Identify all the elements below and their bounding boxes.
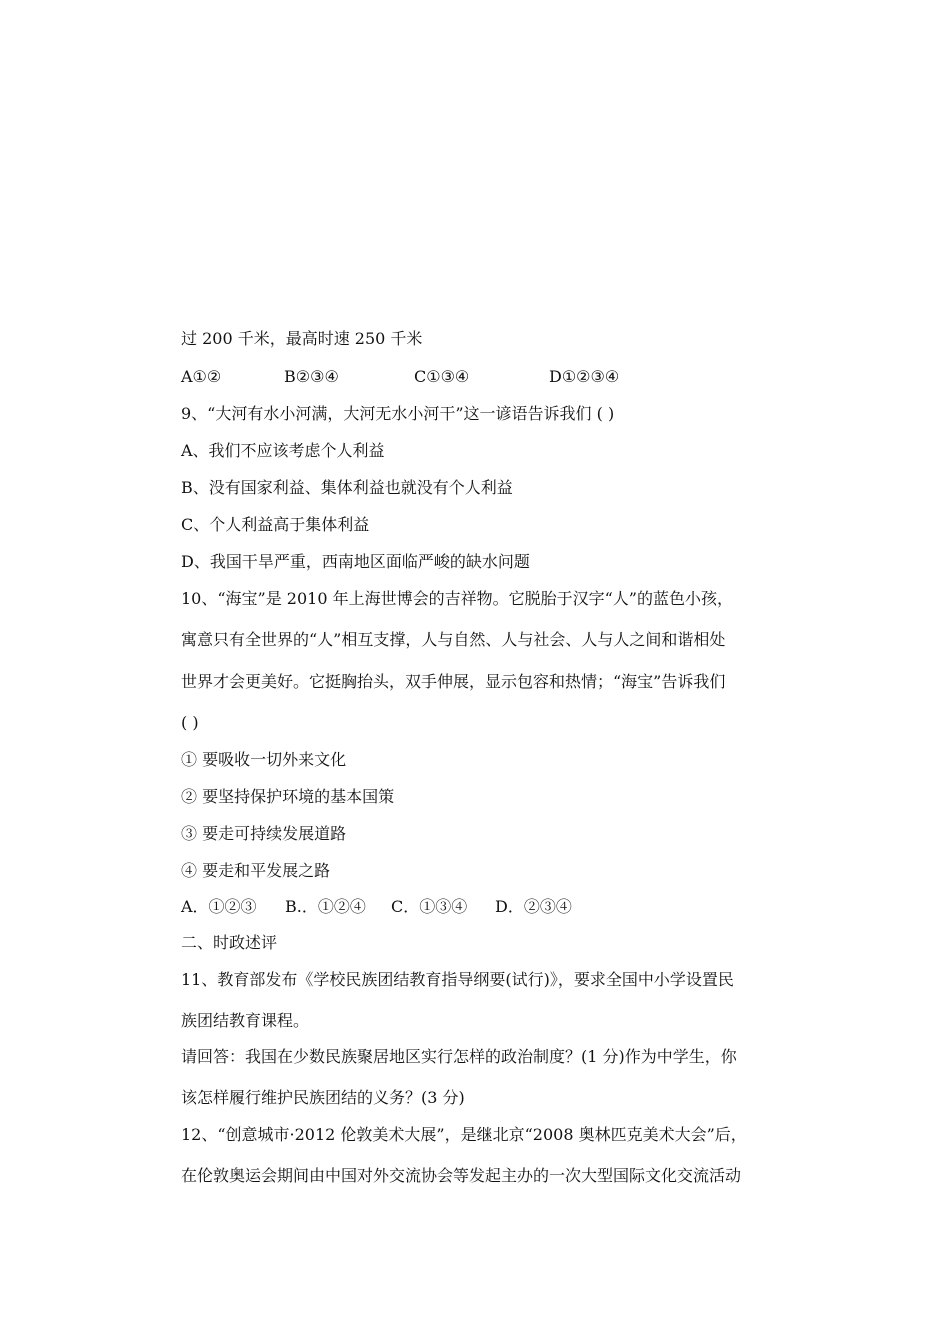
section-heading: 二、时政述评: [181, 933, 278, 952]
q10-options: [181, 896, 572, 918]
option-d: D．②③④: [495, 897, 572, 916]
question-11-line-2: 族团结教育课程。: [181, 1011, 310, 1030]
q9-option-c: C、个人利益高于集体利益: [181, 515, 370, 534]
option-d: D①②③④: [549, 367, 620, 386]
q10-item-1: ① 要吸收一切外来文化: [181, 750, 347, 769]
q10-item-3: ③ 要走可持续发展道路: [181, 824, 347, 843]
q10-item-2: ② 要坚持保护环境的基本国策: [181, 787, 395, 806]
q9-option-b: B、没有国家利益、集体利益也就没有个人利益: [181, 478, 513, 497]
option-a: A①②: [181, 367, 222, 386]
question-10-line-3: 世界才会更美好。它挺胸抬头，双手伸展，显示包容和热情；“海宝”告诉我们: [181, 672, 726, 691]
question-10-blank: ( ): [181, 713, 199, 732]
question-10-line-1: 10、“海宝”是 2010 年上海世博会的吉祥物。它脱胎于汉字“人”的蓝色小孩，: [181, 589, 733, 608]
q9-option-d: D、我国干旱严重，西南地区面临严峻的缺水问题: [181, 552, 530, 571]
question-9: 9、“大河有水小河满，大河无水小河干”这一谚语告诉我们 ( ): [181, 404, 615, 423]
q9-option-a: A、我们不应该考虑个人利益: [181, 441, 385, 460]
q8-options: [181, 366, 619, 388]
option-c: C．①③④: [391, 897, 468, 916]
question-11-line-1: 11、教育部发布《学校民族团结教育指导纲要(试行)》，要求全国中小学设置民: [181, 970, 734, 989]
option-a: A．①②③: [181, 897, 257, 916]
option-c: C①③④: [414, 367, 470, 386]
text-line: 过 200 千米，最高时速 250 千米: [181, 329, 423, 348]
option-b: B.．①②④: [285, 897, 366, 916]
question-10-line-2: 寓意只有全世界的“人”相互支撑，人与自然、人与社会、人与人之间和谐相处: [181, 630, 726, 649]
question-12-line-1: 12、“创意城市·2012 伦敦美术大展”，是继北京“2008 奥林匹克美术大会”后，: [181, 1125, 747, 1144]
option-b: B②③④: [284, 367, 339, 386]
question-11-line-4: 该怎样履行维护民族团结的义务？(3 分): [181, 1088, 465, 1107]
question-12-line-2: 在伦敦奥运会期间由中国对外交流协会等发起主办的一次大型国际文化交流活动: [181, 1166, 742, 1185]
question-11-line-3: 请回答：我国在少数民族聚居地区实行怎样的政治制度？(1 分)作为中学生，你: [181, 1047, 737, 1066]
q10-item-4: ④ 要走和平发展之路: [181, 861, 331, 880]
